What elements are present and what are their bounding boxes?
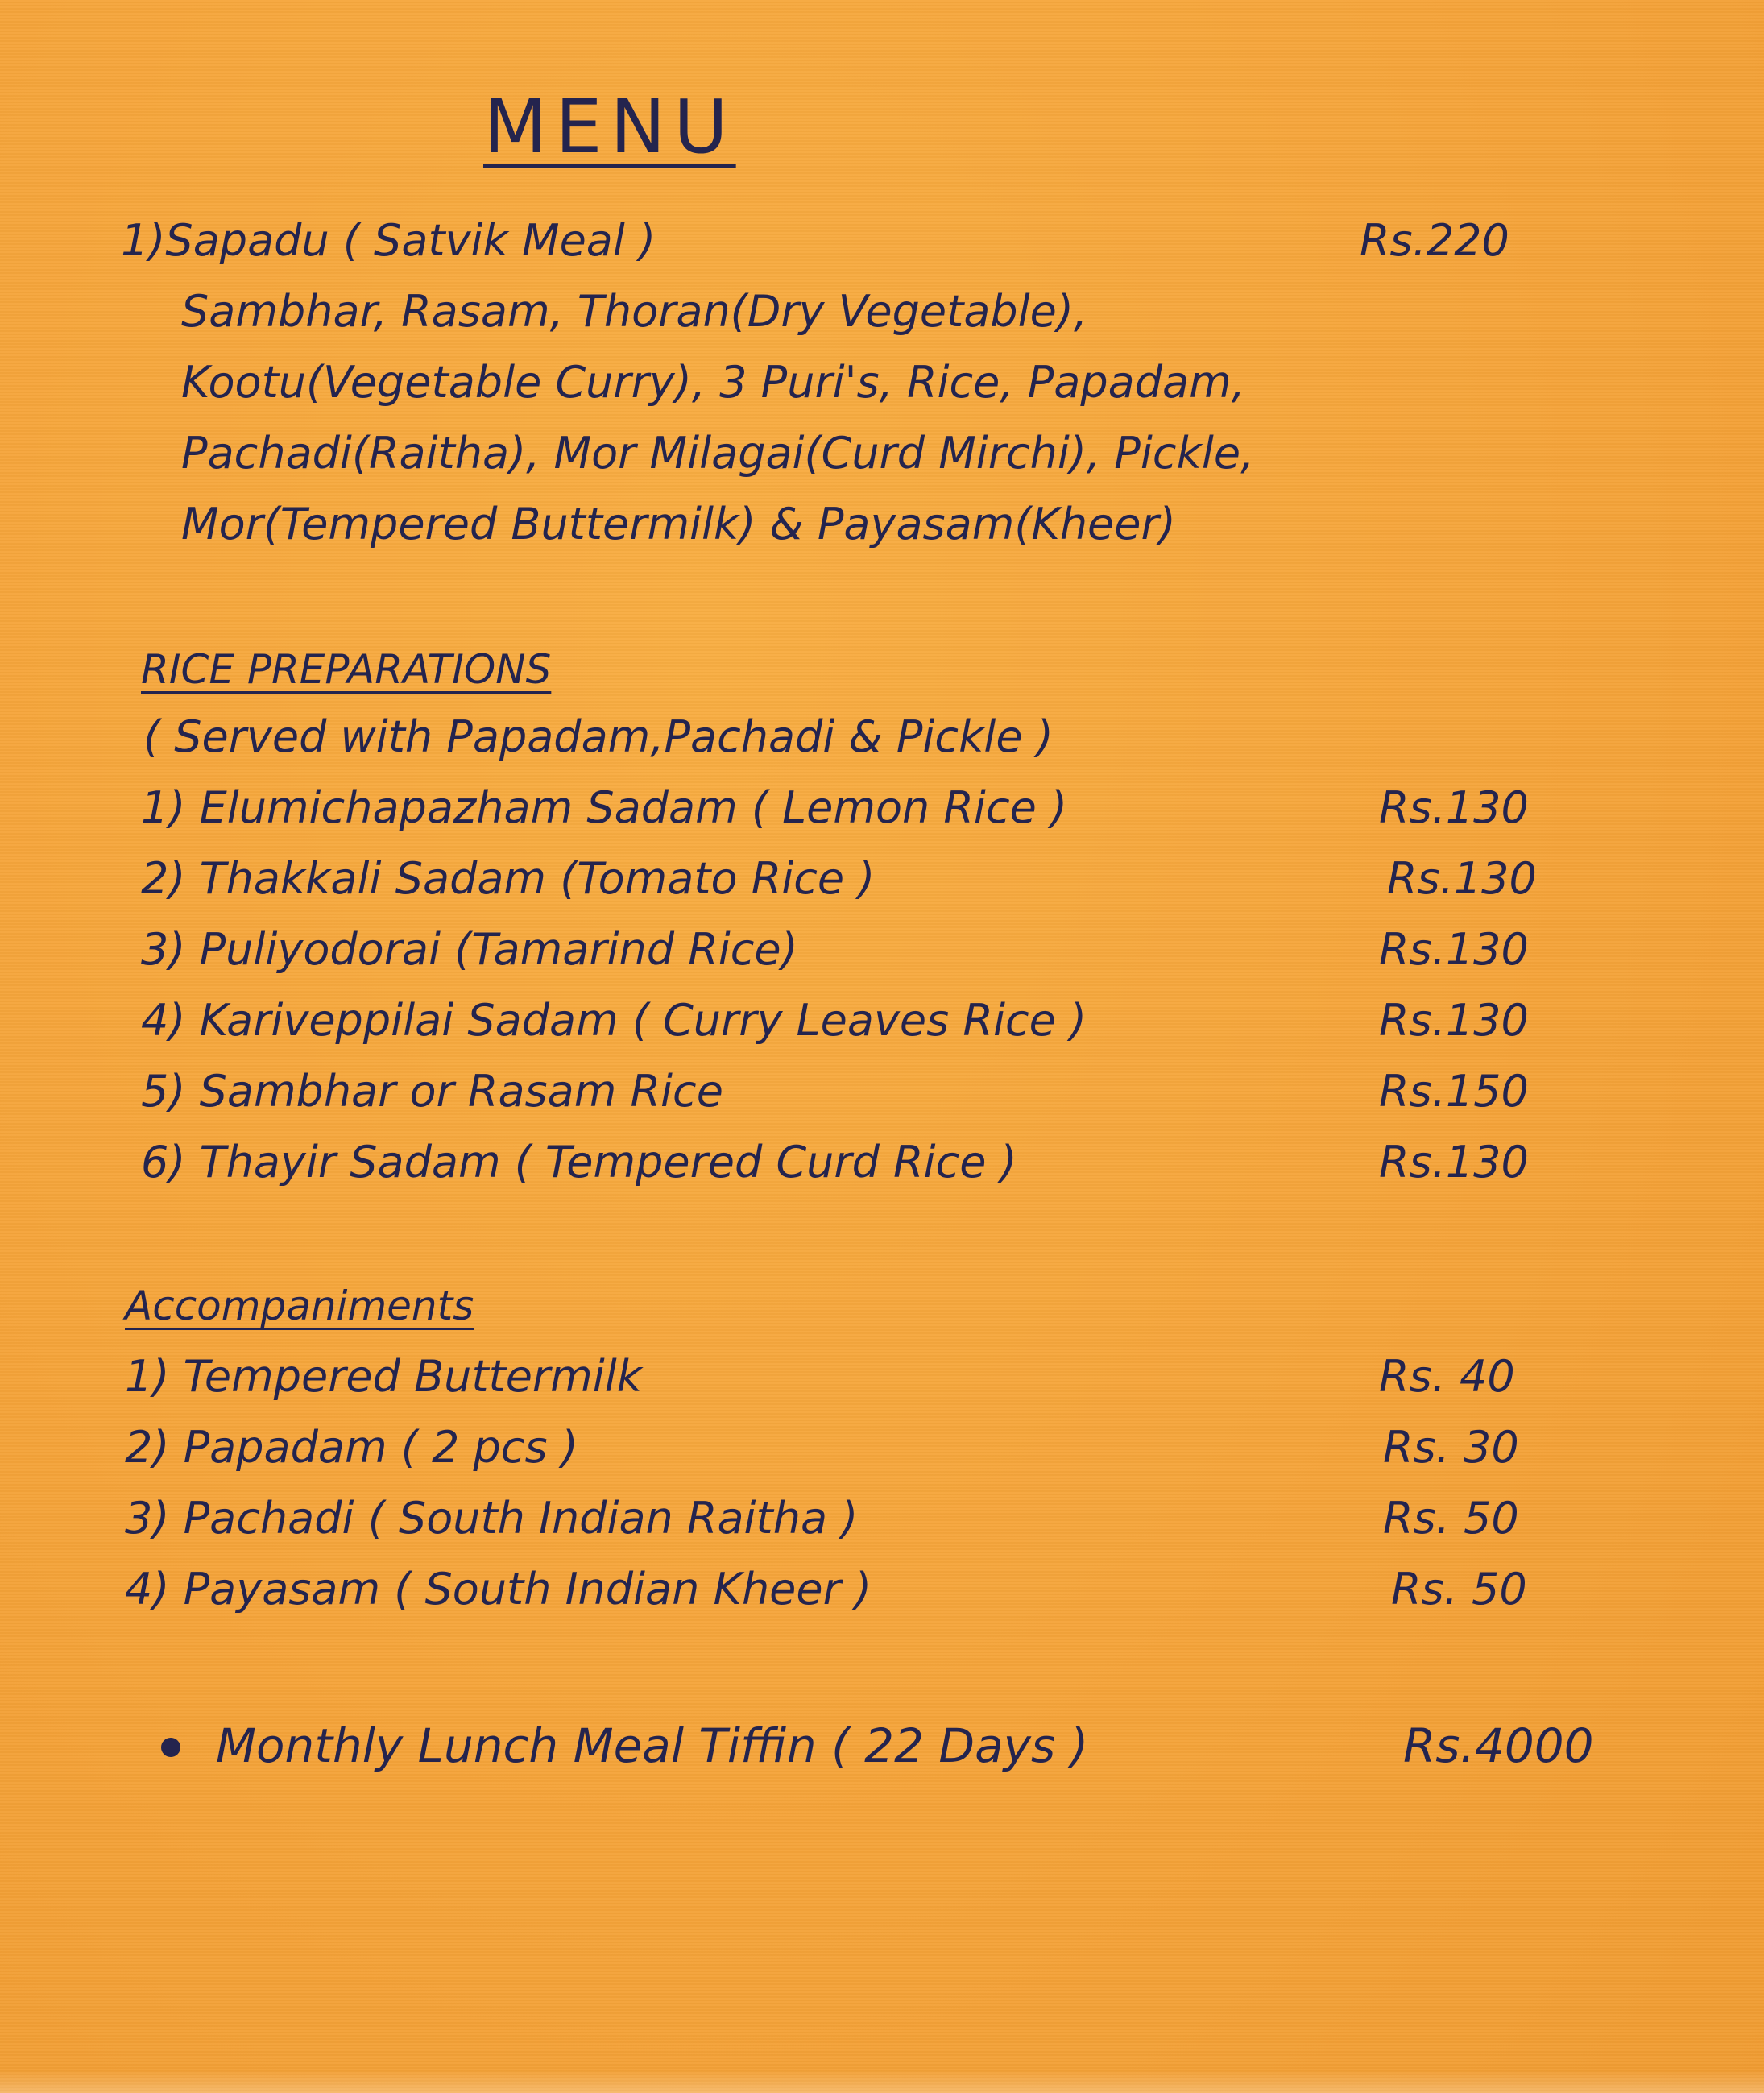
tiffin-name: Monthly Lunch Meal Tiffin ( 22 Days ): [216, 1718, 1089, 1773]
meal-price: Rs.220: [1360, 215, 1509, 266]
rice-item-price: Rs.130: [1387, 853, 1537, 904]
rice-item-name: 6) Thayir Sadam ( Tempered Curd Rice ): [141, 1137, 1017, 1187]
rice-item-name: 5) Sambhar or Rasam Rice: [141, 1066, 723, 1117]
rice-item-name: 1) Elumichapazham Sadam ( Lemon Rice ): [141, 782, 1068, 833]
meal-name: 1)Sapadu ( Satvik Meal ): [121, 215, 656, 266]
rice-item-price: Rs.130: [1379, 995, 1529, 1046]
rice-item-price: Rs.130: [1379, 782, 1529, 833]
rice-item-price: Rs.130: [1379, 924, 1529, 975]
tiffin-price: Rs.4000: [1403, 1718, 1594, 1773]
meal-description-line: Mor(Tempered Buttermilk) & Payasam(Kheer): [181, 499, 1176, 549]
accompaniment-item-name: 2) Papadam ( 2 pcs ): [125, 1422, 578, 1473]
bullet-icon: [161, 1738, 180, 1757]
accompaniment-item-name: 3) Pachadi ( South Indian Raitha ): [125, 1493, 859, 1544]
menu-title: MENU: [483, 84, 736, 170]
rice-item-name: 3) Puliyodorai (Tamarind Rice): [141, 924, 798, 975]
rice-item-name: 4) Kariveppilai Sadam ( Curry Leaves Rice ): [141, 995, 1087, 1046]
rice-heading: RICE PREPARATIONS: [141, 646, 552, 693]
accompaniment-item-price: Rs. 30: [1383, 1422, 1519, 1473]
meal-description-line: Kootu(Vegetable Curry), 3 Puri's, Rice, Papadam,: [181, 357, 1245, 408]
accompaniments-heading: Accompaniments: [125, 1283, 474, 1329]
rice-item-price: Rs.130: [1379, 1137, 1529, 1187]
accompaniment-item-price: Rs. 40: [1379, 1351, 1515, 1402]
paper-edge: [0, 2070, 1764, 2093]
accompaniment-item-price: Rs. 50: [1383, 1493, 1519, 1544]
rice-item-name: 2) Thakkali Sadam (Tomato Rice ): [141, 853, 876, 904]
meal-description-line: Pachadi(Raitha), Mor Milagai(Curd Mirchi), Pickle,: [181, 428, 1255, 479]
accompaniment-item-name: 4) Payasam ( South Indian Kheer ): [125, 1564, 872, 1614]
meal-description-line: Sambhar, Rasam, Thoran(Dry Vegetable),: [181, 286, 1088, 337]
rice-item-price: Rs.150: [1379, 1066, 1529, 1117]
accompaniment-item-name: 1) Tempered Buttermilk: [125, 1351, 643, 1402]
accompaniment-item-price: Rs. 50: [1391, 1564, 1527, 1614]
rice-note: ( Served with Papadam,Pachadi & Pickle ): [143, 711, 1054, 762]
